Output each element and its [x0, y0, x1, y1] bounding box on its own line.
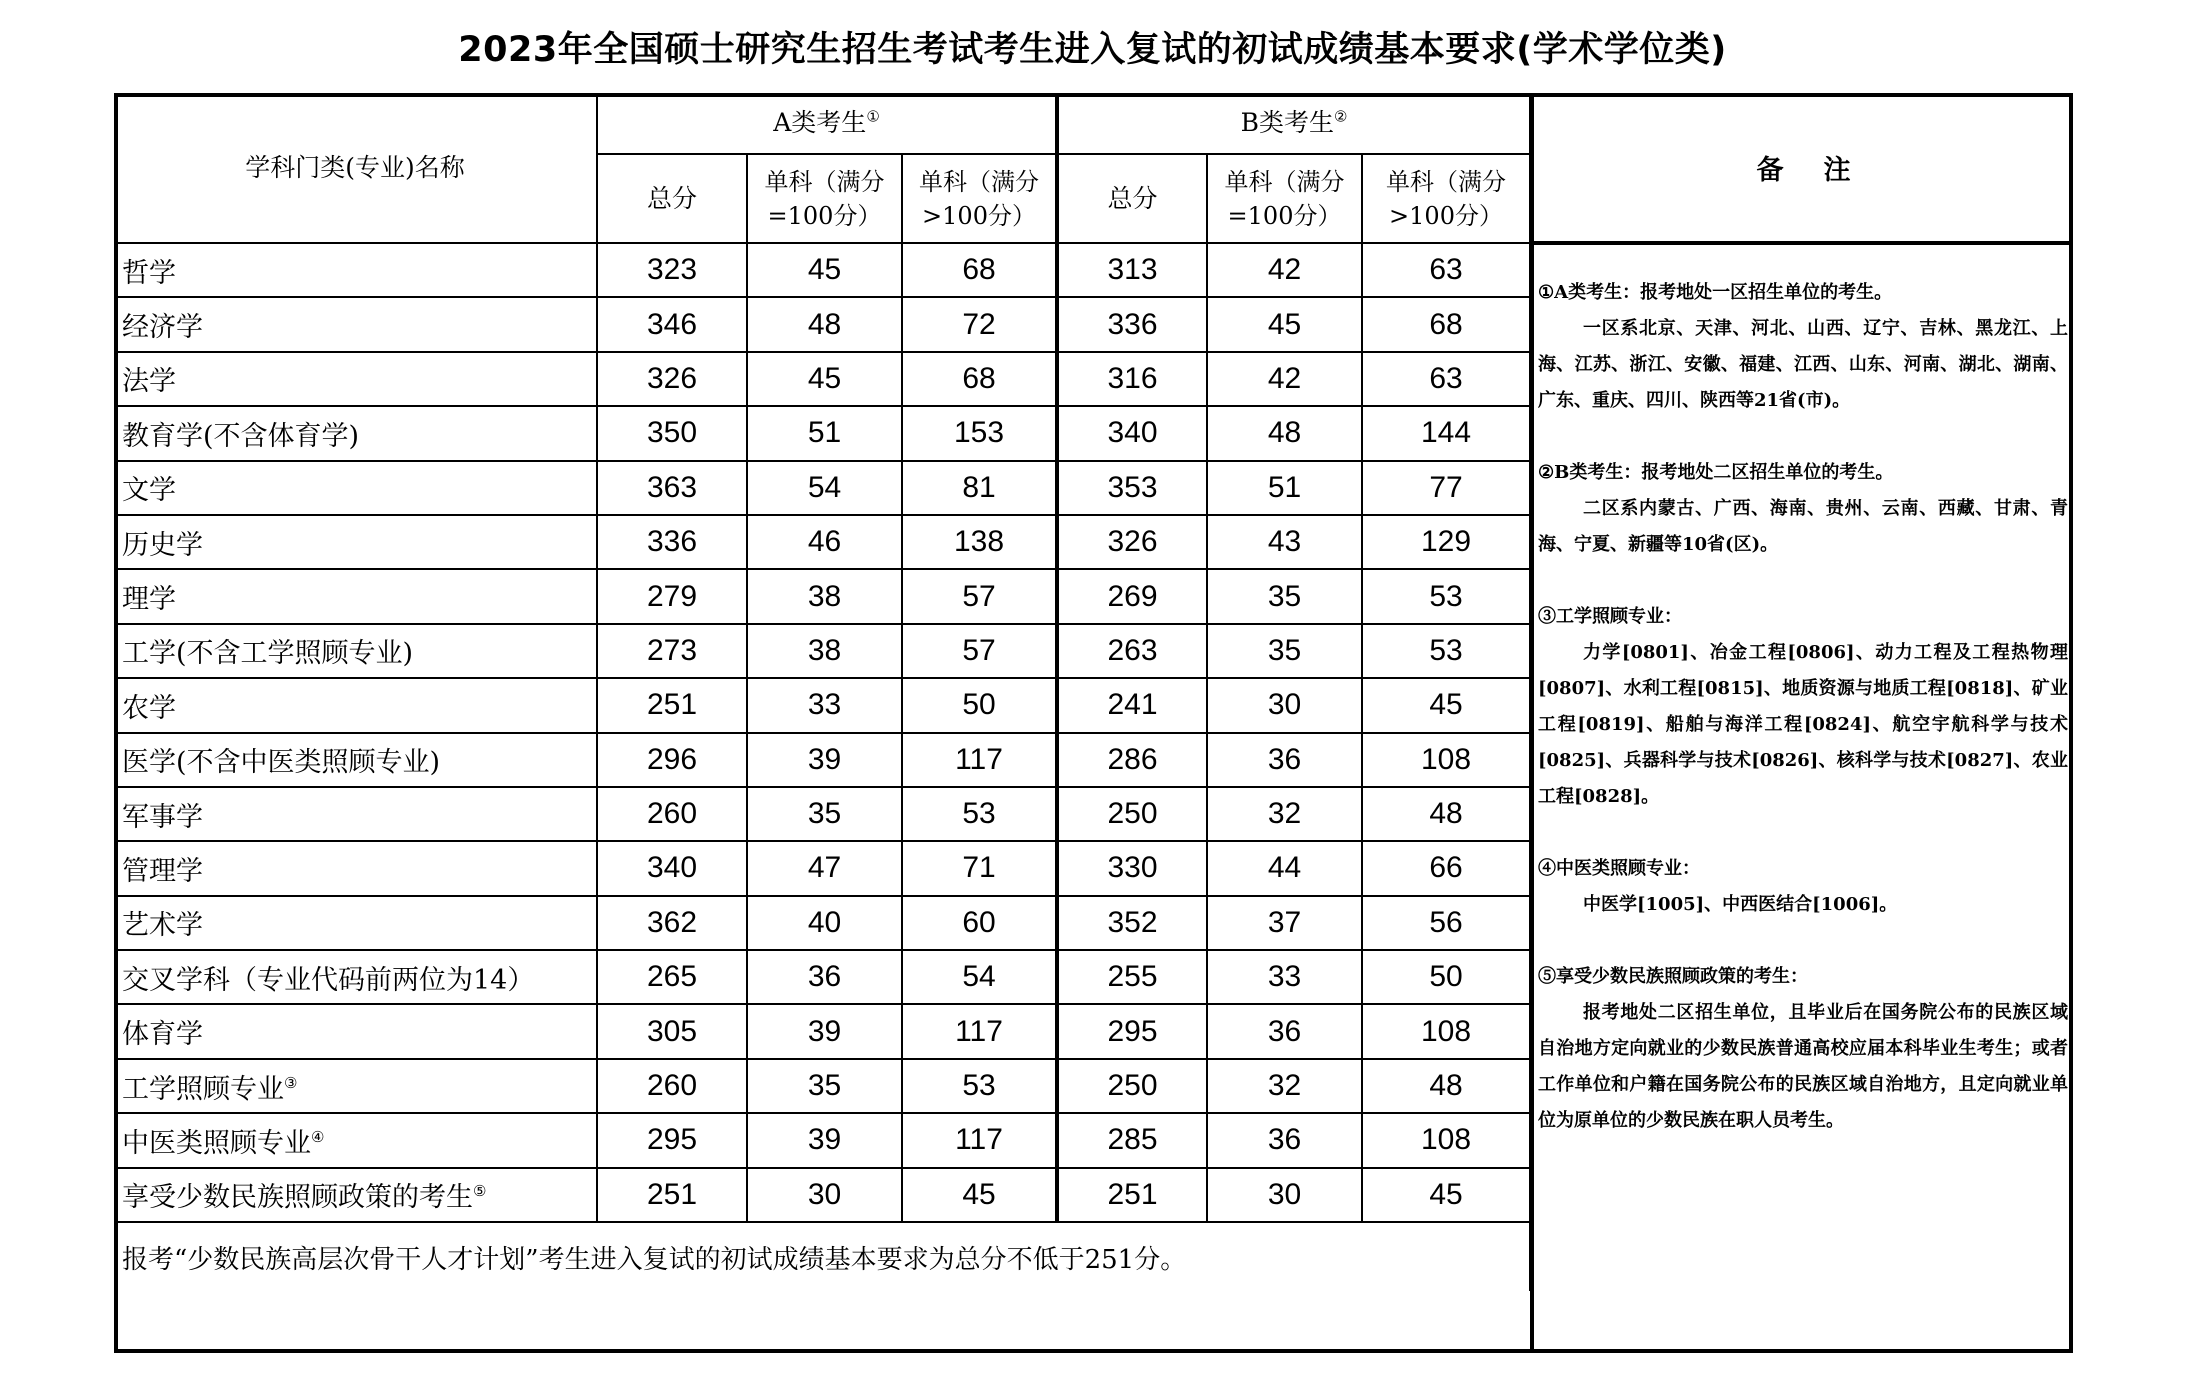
a-single-gt100-score: 68	[902, 352, 1057, 406]
b-single-gt100-score: 77	[1362, 461, 1530, 515]
a-single100-score: 47	[747, 841, 902, 895]
a-single100-score: 48	[747, 297, 902, 351]
a-total-score: 340	[597, 841, 747, 895]
b-total-score: 250	[1057, 1059, 1207, 1113]
a-single-gt100-score: 72	[902, 297, 1057, 351]
a-total-score: 260	[597, 787, 747, 841]
a-total-score: 295	[597, 1113, 747, 1167]
b-single-gt100-header: 单科（满分>100分）	[1362, 154, 1530, 243]
subject-name: 享受少数民族照顾政策的考生⑤	[114, 1168, 597, 1222]
a-single-gt100-score: 57	[902, 624, 1057, 678]
a-single-gt100-score: 138	[902, 515, 1057, 569]
group-a-header: A类考生①	[597, 93, 1057, 154]
a-single100-score: 45	[747, 243, 902, 297]
b-single100-score: 36	[1207, 1004, 1362, 1058]
b-single100-score: 51	[1207, 461, 1362, 515]
a-total-score: 251	[597, 678, 747, 732]
b-single100-score: 30	[1207, 678, 1362, 732]
b-total-score: 326	[1057, 515, 1207, 569]
b-single-gt100-score: 50	[1362, 950, 1530, 1004]
b-single100-score: 42	[1207, 352, 1362, 406]
b-total-score: 241	[1057, 678, 1207, 732]
group-b-header: B类考生②	[1057, 93, 1530, 154]
a-single-gt100-score: 117	[902, 733, 1057, 787]
a-total-score: 336	[597, 515, 747, 569]
a-total-header: 总分	[597, 154, 747, 243]
a-single-gt100-score: 45	[902, 1168, 1057, 1222]
b-single-gt100-score: 48	[1362, 1059, 1530, 1113]
subject-name: 交叉学科（专业代码前两位为14）	[114, 950, 597, 1004]
b-total-score: 295	[1057, 1004, 1207, 1058]
a-single100-header: 单科（满分=100分）	[747, 154, 902, 243]
a-total-score: 260	[597, 1059, 747, 1113]
b-single100-header: 单科（满分=100分）	[1207, 154, 1362, 243]
a-single100-score: 30	[747, 1168, 902, 1222]
a-single100-score: 40	[747, 896, 902, 950]
b-single100-score: 35	[1207, 624, 1362, 678]
footnote-text: 报考“少数民族高层次骨干人才计划”考生进入复试的初试成绩基本要求为总分不低于251分。	[114, 1222, 1530, 1291]
a-single-gt100-score: 57	[902, 569, 1057, 623]
subject-name: 医学(不含中医类照顾专业)	[114, 733, 597, 787]
subject-name: 农学	[114, 678, 597, 732]
subject-name: 艺术学	[114, 896, 597, 950]
b-single-gt100-score: 48	[1362, 787, 1530, 841]
a-single-gt100-score: 68	[902, 243, 1057, 297]
remark-note-body: 力学[0801]、冶金工程[0806]、动力工程及工程热物理[0807]、水利工程[0815]、地质资源与地质工程[0818]、矿业工程[0819]、船舶与海洋工程[0824]、航空宇航科学与技术[0825]、兵器科学与技术[0826]、核科学与技术[0827]、农业工程[0828]。	[1538, 642, 2068, 807]
a-single100-score: 38	[747, 569, 902, 623]
a-single-gt100-score: 53	[902, 1059, 1057, 1113]
a-total-score: 279	[597, 569, 747, 623]
a-total-score: 296	[597, 733, 747, 787]
a-single100-score: 33	[747, 678, 902, 732]
b-single-gt100-score: 108	[1362, 733, 1530, 787]
a-single-gt100-header: 单科（满分>100分）	[902, 154, 1057, 243]
b-total-score: 352	[1057, 896, 1207, 950]
subject-name: 哲学	[114, 243, 597, 297]
b-total-score: 263	[1057, 624, 1207, 678]
b-single-gt100-score: 129	[1362, 515, 1530, 569]
remark-note-title: ④中医类照顾专业：	[1538, 858, 1700, 879]
a-single100-score: 54	[747, 461, 902, 515]
b-single-gt100-score: 45	[1362, 678, 1530, 732]
subject-header: 学科门类(专业)名称	[114, 93, 597, 243]
remarks-header: 备注	[1534, 93, 2073, 245]
a-single-gt100-score: 50	[902, 678, 1057, 732]
remark-note-body: 二区系内蒙古、广西、海南、贵州、云南、西藏、甘肃、青海、宁夏、新疆等10省(区)。	[1538, 498, 2068, 555]
subject-name: 工学(不含工学照顾专业)	[114, 624, 597, 678]
subject-name: 中医类照顾专业④	[114, 1113, 597, 1167]
a-total-score: 326	[597, 352, 747, 406]
a-single100-score: 38	[747, 624, 902, 678]
b-total-score: 285	[1057, 1113, 1207, 1167]
b-total-score: 251	[1057, 1168, 1207, 1222]
a-total-score: 273	[597, 624, 747, 678]
b-single-gt100-score: 108	[1362, 1004, 1530, 1058]
subject-name: 体育学	[114, 1004, 597, 1058]
a-single100-score: 45	[747, 352, 902, 406]
remark-note-title: ②B类考生：报考地处二区招生单位的考生。	[1538, 462, 1894, 483]
b-single100-score: 33	[1207, 950, 1362, 1004]
a-single100-score: 39	[747, 1113, 902, 1167]
a-single-gt100-score: 71	[902, 841, 1057, 895]
b-single-gt100-score: 45	[1362, 1168, 1530, 1222]
b-single100-score: 37	[1207, 896, 1362, 950]
b-single100-score: 45	[1207, 297, 1362, 351]
b-single-gt100-score: 53	[1362, 624, 1530, 678]
b-single-gt100-score: 68	[1362, 297, 1530, 351]
b-single-gt100-score: 63	[1362, 243, 1530, 297]
b-single-gt100-score: 63	[1362, 352, 1530, 406]
b-single-gt100-score: 56	[1362, 896, 1530, 950]
a-total-score: 346	[597, 297, 747, 351]
b-single100-score: 32	[1207, 1059, 1362, 1113]
table-frame	[114, 93, 2073, 1353]
a-single100-score: 35	[747, 1059, 902, 1113]
footnote-mark: ⑤	[473, 1182, 487, 1201]
b-single-gt100-score: 144	[1362, 406, 1530, 460]
a-single100-score: 39	[747, 1004, 902, 1058]
b-single-gt100-score: 66	[1362, 841, 1530, 895]
b-single100-score: 43	[1207, 515, 1362, 569]
subject-name: 管理学	[114, 841, 597, 895]
b-total-score: 330	[1057, 841, 1207, 895]
a-total-score: 363	[597, 461, 747, 515]
a-total-score: 323	[597, 243, 747, 297]
a-single-gt100-score: 117	[902, 1113, 1057, 1167]
subject-name: 历史学	[114, 515, 597, 569]
b-single100-score: 36	[1207, 733, 1362, 787]
b-single100-score: 48	[1207, 406, 1362, 460]
a-single-gt100-score: 60	[902, 896, 1057, 950]
b-single100-score: 42	[1207, 243, 1362, 297]
b-single-gt100-score: 53	[1362, 569, 1530, 623]
b-total-score: 286	[1057, 733, 1207, 787]
a-single-gt100-score: 53	[902, 787, 1057, 841]
a-single-gt100-score: 117	[902, 1004, 1057, 1058]
b-total-score: 255	[1057, 950, 1207, 1004]
a-total-score: 350	[597, 406, 747, 460]
b-total-score: 316	[1057, 352, 1207, 406]
b-single-gt100-score: 108	[1362, 1113, 1530, 1167]
subject-name: 军事学	[114, 787, 597, 841]
a-single-gt100-score: 81	[902, 461, 1057, 515]
page-title: 2023年全国硕士研究生招生考试考生进入复试的初试成绩基本要求(学术学位类)	[458, 30, 1727, 70]
remark-note-title: ①A类考生：报考地处一区招生单位的考生。	[1538, 282, 1893, 303]
remark-note-title: ⑤享受少数民族照顾政策的考生：	[1538, 966, 1808, 987]
b-single100-score: 35	[1207, 569, 1362, 623]
a-total-score: 265	[597, 950, 747, 1004]
subject-name: 工学照顾专业③	[114, 1059, 597, 1113]
a-total-score: 362	[597, 896, 747, 950]
subject-name: 法学	[114, 352, 597, 406]
a-single100-score: 39	[747, 733, 902, 787]
footnote-mark: ④	[311, 1127, 325, 1146]
a-single-gt100-score: 54	[902, 950, 1057, 1004]
b-single100-score: 44	[1207, 841, 1362, 895]
remark-note-title: ③工学照顾专业：	[1538, 606, 1682, 627]
b-total-score: 353	[1057, 461, 1207, 515]
a-total-score: 251	[597, 1168, 747, 1222]
a-single100-score: 35	[747, 787, 902, 841]
b-total-score: 340	[1057, 406, 1207, 460]
b-total-score: 313	[1057, 243, 1207, 297]
b-single100-score: 36	[1207, 1113, 1362, 1167]
b-total-score: 336	[1057, 297, 1207, 351]
b-single100-score: 32	[1207, 787, 1362, 841]
b-total-score: 250	[1057, 787, 1207, 841]
a-total-score: 305	[597, 1004, 747, 1058]
a-single100-score: 46	[747, 515, 902, 569]
a-single100-score: 36	[747, 950, 902, 1004]
b-total-header: 总分	[1057, 154, 1207, 243]
subject-name: 文学	[114, 461, 597, 515]
subject-name: 教育学(不含体育学)	[114, 406, 597, 460]
a-single-gt100-score: 153	[902, 406, 1057, 460]
subject-name: 经济学	[114, 297, 597, 351]
remark-note-body: 中医学[1005]、中西医结合[1006]。	[1583, 894, 1898, 915]
subject-name: 理学	[114, 569, 597, 623]
footnote-mark: ③	[284, 1073, 298, 1092]
b-single100-score: 30	[1207, 1168, 1362, 1222]
a-single100-score: 51	[747, 406, 902, 460]
b-total-score: 269	[1057, 569, 1207, 623]
remark-note-body: 一区系北京、天津、河北、山西、辽宁、吉林、黑龙江、上海、江苏、浙江、安徽、福建、江西、山东、河南、湖北、湖南、广东、重庆、四川、陕西等21省(市)。	[1538, 318, 2068, 411]
remark-note-body: 报考地处二区招生单位，且毕业后在国务院公布的民族区域自治地方定向就业的少数民族普通高校应届本科毕业生考生；或者工作单位和户籍在国务院公布的民族区域自治地方，且定向就业单位为原单位的少数民族在职人员考生。	[1538, 1002, 2068, 1131]
